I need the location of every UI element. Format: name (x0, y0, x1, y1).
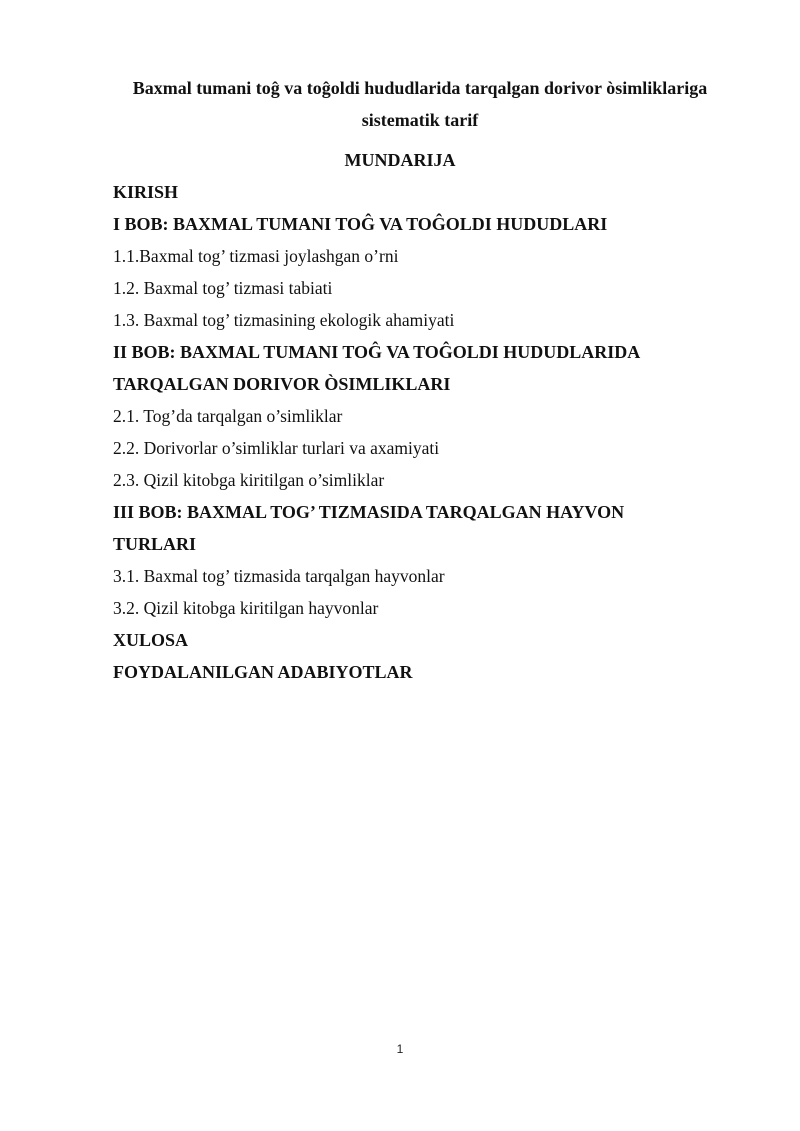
toc-entry-chapter-2-line-2: TARQALGAN DORIVOR ÒSIMLIKLARI (113, 374, 451, 394)
toc-entry-2-3: 2.3. Qizil kitobga kiritilgan o’simliklar (113, 470, 385, 490)
toc-entry-1-3: 1.3. Baxmal tog’ tizmasining ekologik ahamiyati (113, 310, 455, 330)
title-line-2: sistematik tarif (361, 110, 479, 130)
toc-entry-chapter-3-line-1: III BOB: BAXMAL TOG’ TIZMASIDA TARQALGAN HAYVON (113, 502, 625, 522)
table-of-contents-heading: MUNDARIJA (344, 150, 456, 170)
toc-entry-1-1: 1.1.Baxmal tog’ tizmasi joylashgan o’rni (113, 246, 399, 266)
toc-entry-3-2: 3.2. Qizil kitobga kiritilgan hayvonlar (113, 598, 379, 618)
toc-entry-2-2: 2.2. Dorivorlar o’simliklar turlari va axamiyati (113, 438, 440, 458)
toc-entry-chapter-3-line-2: TURLARI (113, 534, 197, 554)
page-number: 1 (396, 1042, 404, 1056)
toc-entry-references: FOYDALANILGAN ADABIYOTLAR (113, 662, 413, 682)
toc-entry-chapter-2-line-1: II BOB: BAXMAL TUMANI TOĜ VA TOĜOLDI HUDUDLARIDA (113, 342, 641, 362)
toc-entry-1-2: 1.2. Baxmal tog’ tizmasi tabiati (113, 278, 333, 298)
toc-entry-2-1: 2.1. Tog’da tarqalgan o’simliklar (113, 406, 343, 426)
toc-entry-chapter-1: I BOB: BAXMAL TUMANI TOĜ VA TOĜOLDI HUDUDLARI (113, 214, 608, 234)
document-title (113, 72, 727, 136)
table-of-contents (113, 176, 733, 688)
title-line-1: Baxmal tumani toĝ va toĝoldi hududlarida tarqalgan dorivor òsimliklariga (132, 78, 708, 98)
toc-entry-3-1: 3.1. Baxmal tog’ tizmasida tarqalgan hayvonlar (113, 566, 445, 586)
toc-entry-introduction: KIRISH (113, 182, 179, 202)
toc-entry-conclusion: XULOSA (113, 630, 189, 650)
